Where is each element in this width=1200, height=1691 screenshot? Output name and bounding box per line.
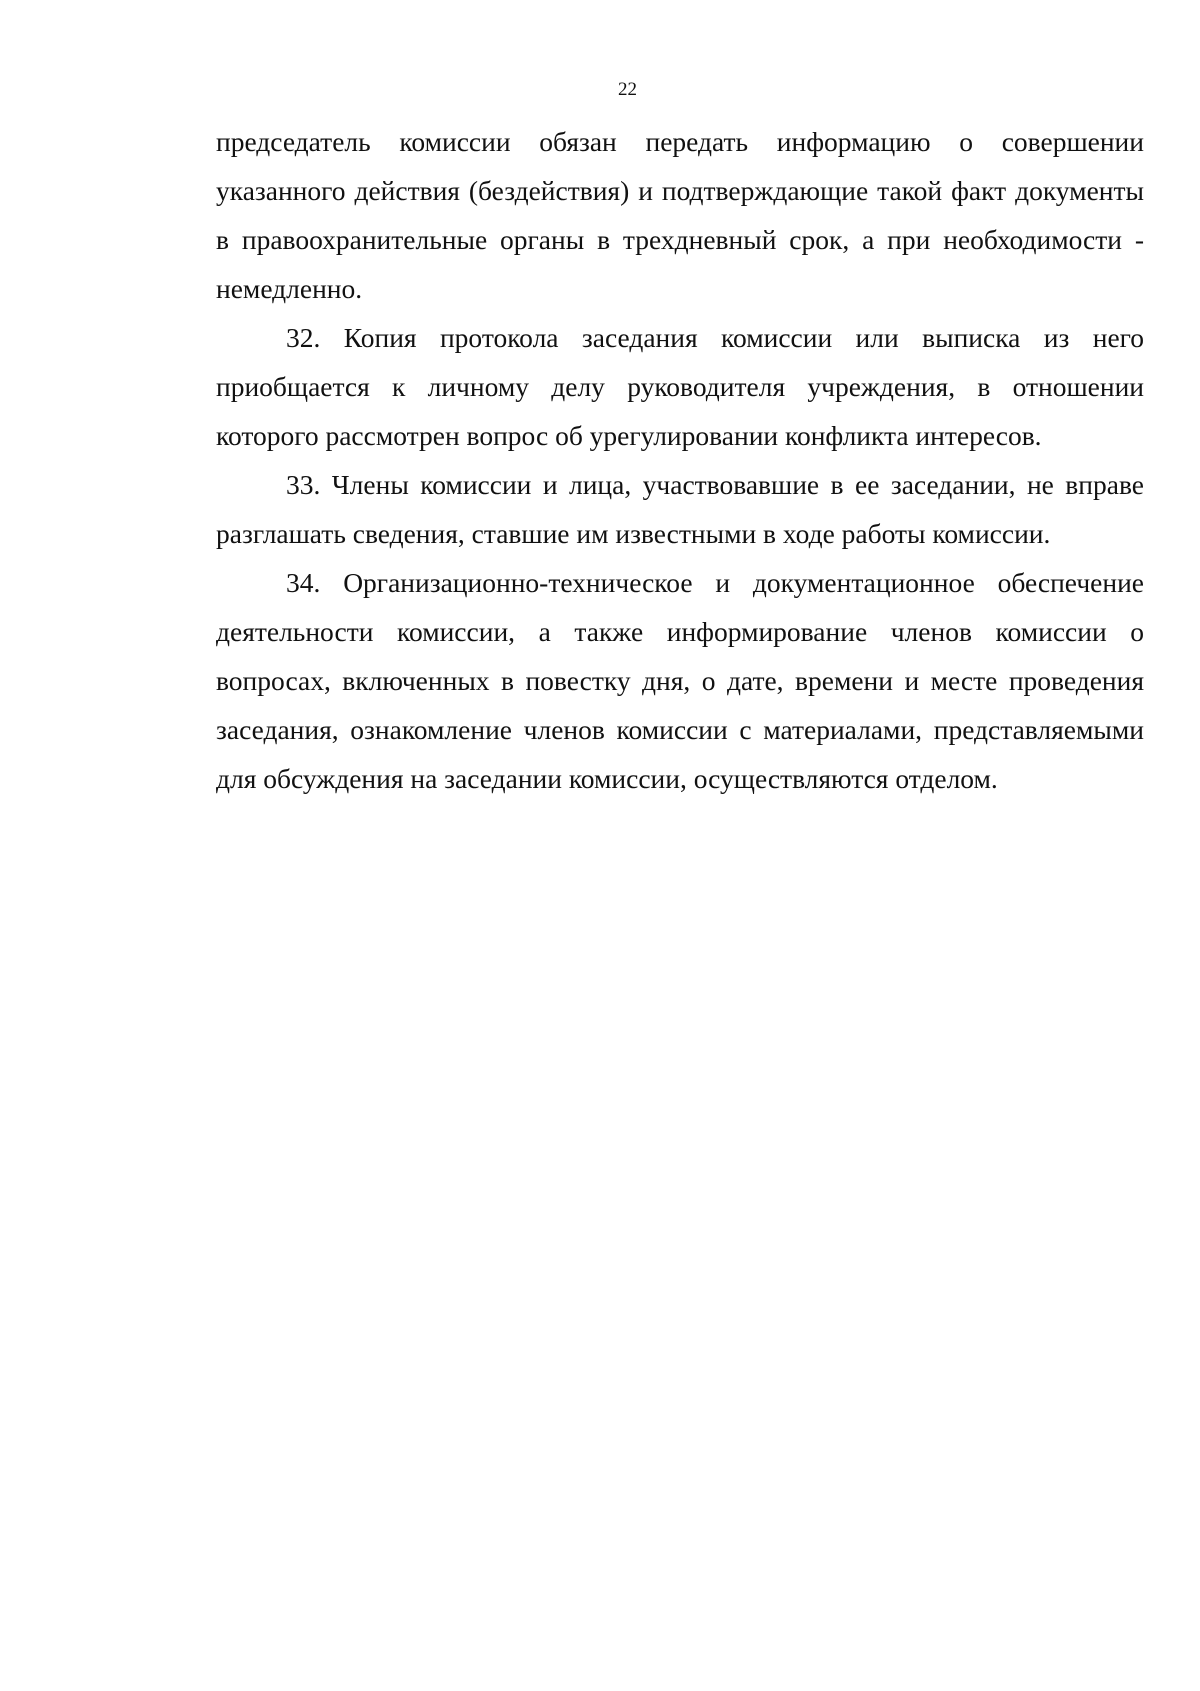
paragraph-item-34: 34. Организационно-техническое и документационное обеспечение деятельности комиссии, а также информирование членов комиссии о вопросах, включенных в повестку дня, о дате, времени и месте проведения заседания, ознакомление членов комиссии с материалами, представляемыми для обсуждения на заседании комиссии, осуществляются отделом.: [216, 567, 1144, 794]
paragraph-continuation: председатель комиссии обязан передать информацию о совершении указанного действия (бездействия) и подтверждающие такой факт документы в правоохранительные органы в трехдневный срок, а при необходимости - немедленно.: [216, 126, 1144, 304]
document-body: [216, 117, 1144, 803]
paragraph-item-33: 33. Члены комиссии и лица, участвовавшие в ее заседании, не вправе разглашать сведения, ставшие им известными в ходе работы комиссии.: [216, 469, 1144, 549]
page-number: 22: [618, 79, 637, 100]
paragraph-item-32: 32. Копия протокола заседания комиссии или выписка из него приобщается к личному делу руководителя учреждения, в отношении которого рассмотрен вопрос об урегулировании конфликта интересов.: [216, 322, 1144, 451]
